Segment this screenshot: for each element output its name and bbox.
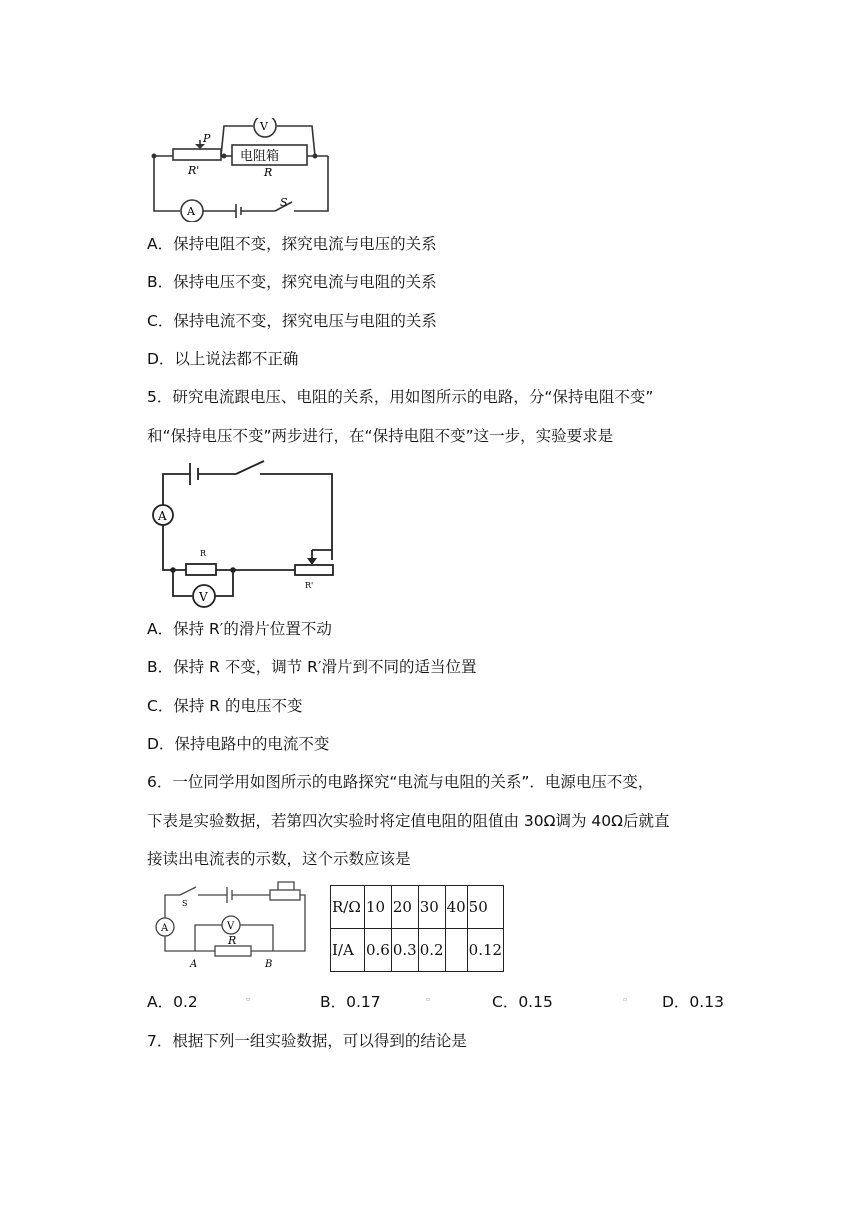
q4-option-b: B．保持电压不变，探究电流与电阻的关系 [147,273,437,291]
table-cell: 20 [391,886,418,929]
q5-option-a: A．保持 R′的滑片位置不动 [147,620,332,638]
ammeter-symbol: A [161,923,169,934]
label-r: R [264,166,273,179]
q5-stem-line1: 5．研究电流跟电压、电阻的关系，用如图所示的电路，分“保持电阻不变” [147,388,654,406]
circuit-figure-1 [140,118,340,222]
label-r-prime: R' [188,164,200,177]
label-b: B [265,959,273,970]
label-s: S [182,899,188,908]
table-cell: 0.6 [365,929,392,972]
label-p: P [203,132,211,145]
q6-stem-line1: 6．一位同学用如图所示的电路探究“电流与电阻的关系”．电源电压不变， [147,773,654,791]
q6-option-c: C．0.15 [492,993,553,1011]
resistance-box-label: 电阻箱 [240,149,280,164]
label-s: S [280,196,288,209]
label-a: A [190,959,198,970]
q4-option-a: A．保持电阻不变，探究电流与电压的关系 [147,235,437,253]
q4-option-c: C．保持电流不变，探究电压与电阻的关系 [147,312,437,330]
q5-stem-line2: 和“保持电压不变”两步进行，在“保持电阻不变”这一步，实验要求是 [147,427,614,445]
q5-option-d: D．保持电路中的电流不变 [147,735,330,753]
q5-option-b: B．保持 R 不变，调节 R′滑片到不同的适当位置 [147,658,477,676]
table-cell [445,929,467,972]
ammeter-symbol: A [187,205,195,218]
q5-option-c: C．保持 R 的电压不变 [147,697,303,715]
q7-stem-line1: 7．根据下列一组实验数据，可以得到的结论是 [147,1032,467,1050]
table-row [331,886,504,929]
q4-option-d: D．以上说法都不正确 [147,350,299,368]
table-cell: 0.12 [467,929,503,972]
q6-option-b: B．0.17 [320,993,381,1011]
ammeter-symbol: A [158,509,167,523]
q6-option-a: A．0.2 [147,993,198,1011]
voltmeter-symbol: V [260,120,268,133]
table-cell: 0.2 [418,929,445,972]
label-r-prime: R' [305,581,314,590]
option-dot: ▫ [623,996,628,1003]
q6-option-d: D．0.13 [662,993,724,1011]
table-cell: R/Ω [331,886,365,929]
option-dot: ▫ [426,996,431,1003]
circuit-figure-3 [150,878,315,973]
voltmeter-symbol: V [199,590,208,604]
table-cell: 0.3 [391,929,418,972]
circuit-figure-2 [148,458,343,608]
table-cell: 40 [445,886,467,929]
table-cell: I/A [331,929,365,972]
table-cell: 50 [467,886,503,929]
label-r: R [200,549,207,558]
table-row [331,929,504,972]
q6-stem-line3: 接读出电流表的示数，这个示数应该是 [147,850,411,868]
table-cell: 10 [365,886,392,929]
voltmeter-symbol: V [227,921,235,932]
option-dot: ▫ [246,996,251,1003]
data-table [330,885,504,972]
label-r: R [228,934,237,947]
table-cell: 30 [418,886,445,929]
q6-stem-line2: 下表是实验数据，若第四次实验时将定值电阻的阻值由 30Ω调为 40Ω后就直 [147,812,670,830]
